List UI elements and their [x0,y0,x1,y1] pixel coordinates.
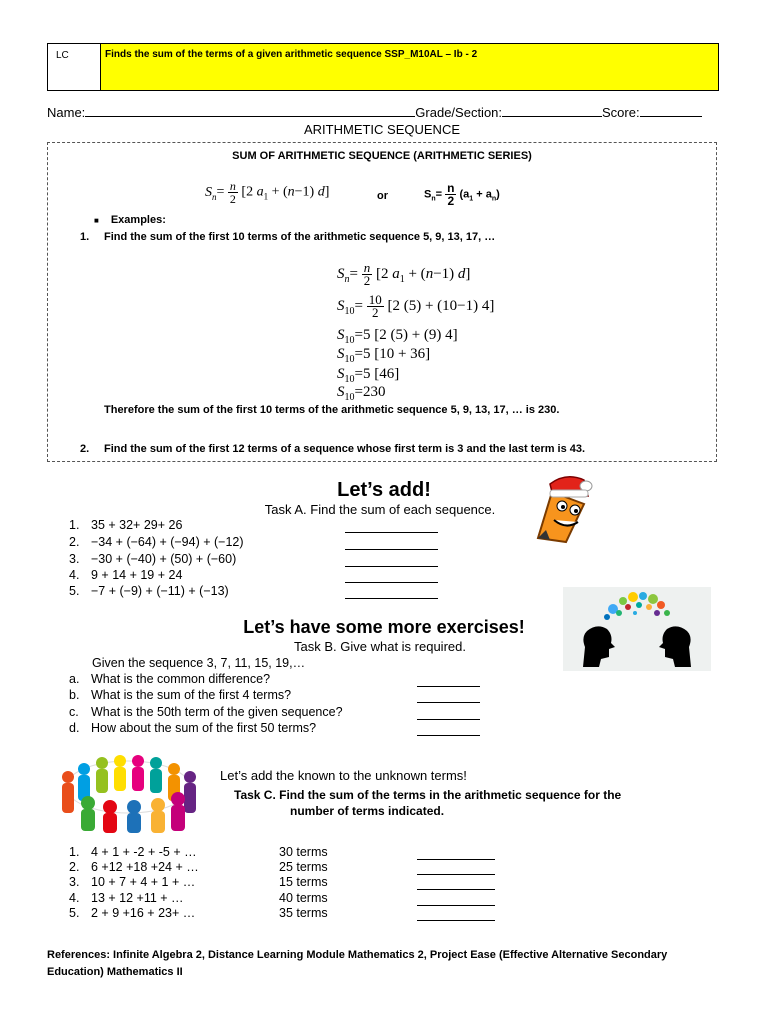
example-1-text: Find the sum of the first 10 terms of the arithmetic sequence 5, 9, 13, 17, … [104,231,496,243]
task-a-item [69,552,236,566]
sum-formula-2: $S_n=$ $\frac{n}{2}$ $(a_1 + a_n)$ [424,181,500,208]
item-expression: 9 + 14 + 19 + 24 [91,568,183,582]
item-expression: −7 + (−9) + (−11) + (−13) [91,584,229,598]
item-sequence: 2 + 9 +16 + 23+ … [91,906,196,920]
answer-blank[interactable] [417,859,495,860]
item-question: What is the 50th term of the given sequence? [91,705,343,719]
task-a-item [69,584,229,598]
task-a-heading: Let’s add! [337,479,431,501]
answer-blank[interactable] [345,566,438,567]
item-number: 2. [69,535,80,549]
pencil-mascot-image [522,470,600,544]
item-sequence: 10 + 7 + 4 + 1 + … [91,875,196,889]
example-2 [80,443,585,455]
task-b-instruction: Task B. Give what is required. [294,639,466,654]
item-number: 1. [69,845,80,859]
competency-title: Finds the sum of the terms of a given arithmetic sequence SSP_M10AL – Ib - 2 [101,44,718,90]
task-b-item [69,672,270,686]
item-question: How about the sum of the first 50 terms? [91,721,317,735]
item-number: 4. [69,568,80,582]
task-a-item [69,535,244,549]
lesson-subtitle: SUM OF ARITHMETIC SEQUENCE (ARITHMETIC SERIES) [232,150,532,162]
task-c-item [69,875,328,889]
student-info-line [47,105,717,120]
references: References: Infinite Algebra 2, Distance Learning Module Mathematics 2, Project Ease (Effective Alternative Secondary Education) Mathematics II [47,949,668,978]
item-expression: −30 + (−40) + (50) + (−60) [91,552,237,566]
example-2-text: Find the sum of the first 12 terms of a sequence whose first term is 3 and the last term is 43. [104,443,586,455]
sum-formula-1: $S_n=$ $\frac{n}{2}$ [2 $a_1 + (n-1)$ d] [205,179,330,206]
examples-heading [94,214,166,226]
item-expression: 35 + 32+ 29+ 26 [91,518,183,532]
answer-blank[interactable] [417,889,495,890]
task-b-heading: Let’s have some more exercises! [243,617,525,637]
item-number: 5. [69,906,80,920]
item-question: What is the sum of the first 4 terms? [91,688,292,702]
page-title: ARITHMETIC SEQUENCE [303,122,460,137]
item-sequence: 6 +12 +18 +24 + … [91,860,199,874]
answer-blank[interactable] [417,905,495,906]
answer-blank[interactable] [345,598,438,599]
task-b-item [69,721,316,735]
answer-blank[interactable] [417,686,480,687]
grade-field[interactable] [502,105,602,117]
task-c-instruction [234,788,621,802]
name-label: Name: [47,105,86,120]
example-1-number: 1. [80,231,90,243]
grade-label: Grade/Section: [415,105,503,120]
item-number: 1. [69,518,80,532]
example-1 [80,231,495,243]
answer-blank[interactable] [345,582,438,583]
item-expression: −34 + (−64) + (−94) + (−12) [91,535,244,549]
item-terms: 25 terms [279,860,328,874]
formula-or: or [377,190,388,202]
task-c-item [69,906,328,920]
item-terms: 35 terms [279,906,328,920]
solution-step-6: $S_{10}=230$ [337,384,386,403]
solution-step-3: $S_{10}=5$ [2 (5) + (9) 4] [337,327,458,346]
lc-label: LC [48,44,101,90]
task-a-instruction: Task A. Find the sum of each sequence. [264,502,496,517]
answer-blank[interactable] [417,702,480,703]
item-number: 5. [69,584,80,598]
task-b-given: Given the sequence 3, 7, 11, 15, 19,… [92,656,306,670]
task-c-label: Task C. [234,788,276,802]
score-field[interactable] [640,105,702,117]
item-number: 2. [69,860,80,874]
answer-blank[interactable] [345,532,438,533]
task-c-instruction-text: Find the sum of the terms in the arithmetic sequence for the [279,788,622,802]
name-field[interactable] [85,105,415,117]
answer-blank[interactable] [417,920,495,921]
item-terms: 15 terms [279,875,328,889]
heads-thinking-image [563,587,711,671]
item-sequence: 13 + 12 +11 + … [91,891,184,905]
solution-step-5: $S_{10}=5$ [46] [337,366,400,385]
answer-blank[interactable] [417,735,480,736]
task-a-item [69,518,182,532]
item-number: 3. [69,552,80,566]
group-circle-image [48,747,208,833]
item-letter: a. [69,672,80,686]
examples-label: Examples: [110,214,166,226]
item-letter: c. [69,705,79,719]
answer-blank[interactable] [345,549,438,550]
answer-blank[interactable] [417,874,495,875]
task-c-heading: Let’s add the known to the unknown terms! [220,768,467,783]
item-number: 3. [69,875,80,889]
item-letter: b. [69,688,80,702]
task-c-item [69,845,328,859]
task-c-instruction-line2: number of terms indicated. [290,804,445,818]
task-c-item [69,860,328,874]
score-label: Score: [602,105,640,120]
example-2-number: 2. [80,443,90,455]
solution-step-4: $S_{10}=5$ [10 + 36] [337,346,431,365]
task-c-item [69,891,328,905]
task-b-item [69,705,343,719]
solution-step-2: $S_{10}=$ $\frac{10}{2}$ [2 (5) + (10−1) 4] [337,292,495,320]
item-number: 4. [69,891,80,905]
item-terms: 30 terms [279,845,328,859]
answer-blank[interactable] [417,719,480,720]
competency-header [47,43,719,91]
item-question: What is the common difference? [91,672,271,686]
task-b-item [69,688,291,702]
solution-conclusion: Therefore the sum of the first 10 terms of the arithmetic sequence 5, 9, 13, 17, … is 230. [104,404,560,416]
item-terms: 40 terms [279,891,328,905]
solution-step-1: $S_n=$ $\frac{n}{2}$ [2 $a_1 + (n-1)$ d] [337,260,471,288]
item-letter: d. [69,721,80,735]
task-a-item [69,568,182,582]
item-sequence: 4 + 1 + -2 + -5 + … [91,845,197,859]
bullet-icon: ■ [94,216,99,225]
